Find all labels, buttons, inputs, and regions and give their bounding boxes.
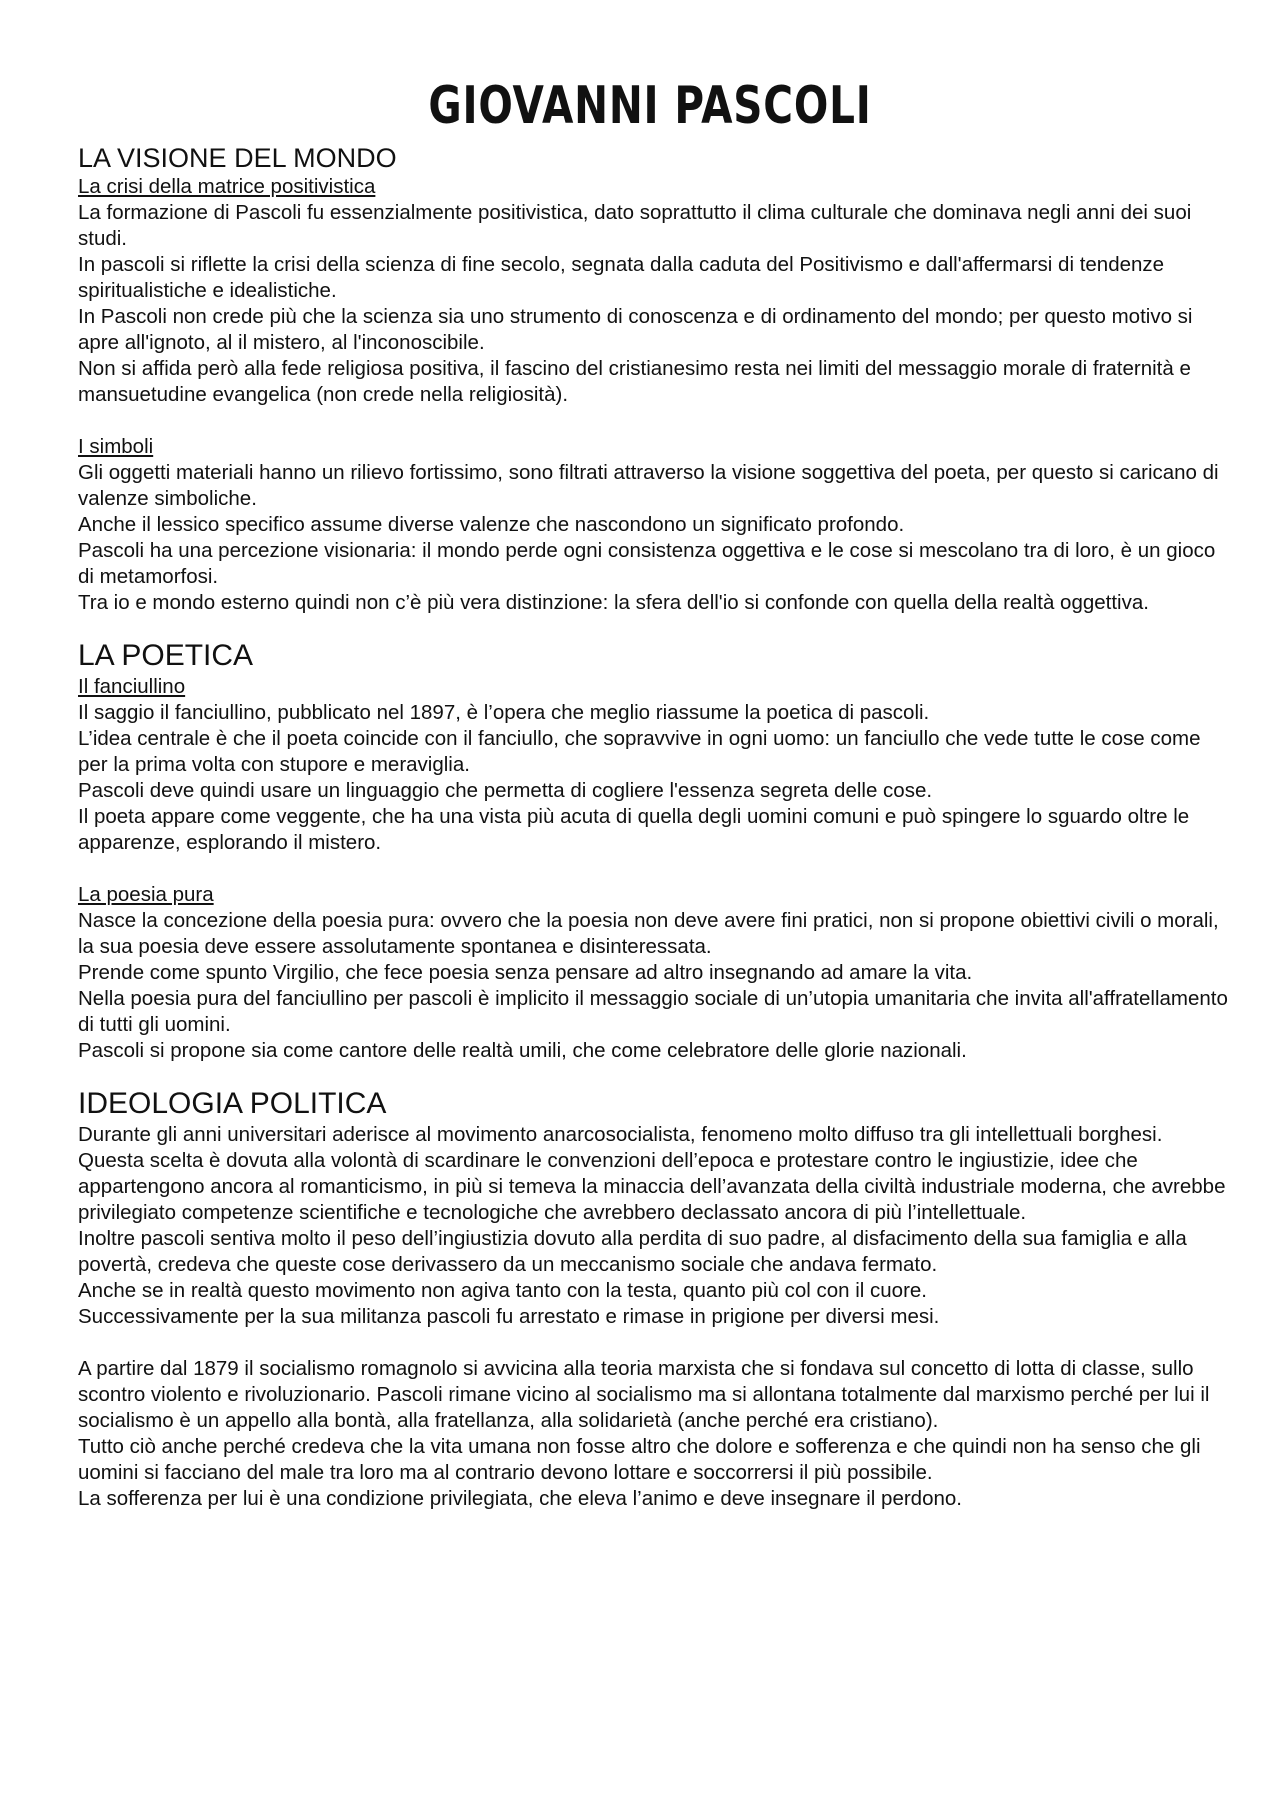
subheading-poesia-pura: La poesia pura [78,883,214,906]
paragraph: Nasce la concezione della poesia pura: ovvero che la poesia non deve avere fini pratici, non si propone obiettivi civili o morali, la sua poesia deve essere assolutamente spontanea e disinteressata. [78,909,1219,958]
paragraph: Il poeta appare come veggente, che ha una vista più acuta di quella degli uomini comuni e può spingere lo sguardo oltre le apparenze, esplorando il mistero. [78,805,1190,854]
paragraph: La sofferenza per lui è una condizione privilegiata, che eleva l’animo e deve insegnare il perdono. [78,1487,962,1510]
subheading-simboli: I simboli [78,435,154,458]
paragraph: In Pascoli non crede più che la scienza sia uno strumento di conoscenza e di ordinamento del mondo; per questo motivo si apre all'ignoto, al il mistero, al l'inconoscibile. [78,305,1193,354]
paragraph: Tutto ciò anche perché credeva che la vita umana non fosse altro che dolore e sofferenza e che quindi non ha senso che gli uomini si facciano del male tra loro ma al contrario devono lottare e soccorrersi il più possibile. [78,1435,1201,1484]
subheading-crisi: La crisi della matrice positivistica [78,175,376,198]
paragraph: Successivamente per la sua militanza pascoli fu arrestato e rimase in prigione per diversi mesi. [78,1305,940,1328]
paragraph: Il saggio il fanciullino, pubblicato nel 1897, è l’opera che meglio riassume la poetica di pascoli. [78,701,930,724]
paragraph: Pascoli deve quindi usare un linguaggio che permetta di cogliere l'essenza segreta delle cose. [78,779,933,802]
subheading-fanciullino: Il fanciullino [78,675,186,698]
spacer [78,1064,1228,1086]
paragraph: In pascoli si riflette la crisi della scienza di fine secolo, segnata dalla caduta del Positivismo e dall'affermarsi di tendenze spiritualistiche e idealistiche. [78,253,1165,302]
paragraph: Questa scelta è dovuta alla volontà di scardinare le convenzioni dell’epoca e protestare contro le ingiustizie, idee che appartengono ancora al romanticismo, in più si temeva la minaccia dell’avanzata della civiltà industriale moderna, che avrebbe privilegiato competenze scientifiche e tecnologiche che avrebbero declassato ancora di più l’intellettuale. [78,1149,1226,1224]
paragraph: Anche il lessico specifico assume diverse valenze che nascondono un significato profondo. [78,513,905,536]
paragraph: Tra io e mondo esterno quindi non c’è più vera distinzione: la sfera dell'io si confonde con quella della realtà oggettiva. [78,591,1149,614]
paragraph: Prende come spunto Virgilio, che fece poesia senza pensare ad altro insegnando ad amare la vita. [78,961,973,984]
paragraph: Durante gli anni universitari aderisce al movimento anarcosocialista, fenomeno molto diffuso tra gli intellettuali borghesi. [78,1123,1163,1146]
spacer [78,616,1228,638]
spacer [78,408,1228,434]
paragraph: La formazione di Pascoli fu essenzialmente positivistica, dato soprattutto il clima culturale che dominava negli anni dei suoi studi. [78,201,1192,250]
paragraph: Inoltre pascoli sentiva molto il peso dell’ingiustizia dovuto alla perdita di suo padre, al disfacimento della sua famiglia e alla povertà, credeva che queste cose derivassero da un meccanismo sociale che andava fermato. [78,1227,1187,1276]
spacer [78,1330,1228,1356]
paragraph: Nella poesia pura del fanciullino per pascoli è implicito il messaggio sociale di un’utopia umanitaria che invita all'affratellamento di tutti gli uomini. [78,987,1228,1036]
document-body [78,142,1228,1512]
paragraph: Pascoli ha una percezione visionaria: il mondo perde ogni consistenza oggettiva e le cose si mescolano tra di loro, è un gioco di metamorfosi. [78,539,1216,588]
paragraph: Anche se in realtà questo movimento non agiva tanto con la testa, quanto più col con il cuore. [78,1279,927,1302]
section-heading-visione: LA VISIONE DEL MONDO [78,143,397,173]
paragraph: L’idea centrale è che il poeta coincide con il fanciullo, che sopravvive in ogni uomo: un fanciullo che vede tutte le cose come per la prima volta con stupore e meraviglia. [78,727,1201,776]
paragraph: A partire dal 1879 il socialismo romagnolo si avvicina alla teoria marxista che si fondava sul concetto di lotta di classe, sullo scontro violento e rivoluzionario. Pascoli rimane vicino al socialismo ma si allontana totalmente dal marxismo perché per lui il socialismo è un appello alla bontà, alla fratellanza, alla solidarietà (anche perché era cristiano). [78,1357,1210,1432]
section-heading-poetica: LA POETICA [78,639,254,672]
spacer [78,856,1228,882]
paragraph: Gli oggetti materiali hanno un rilievo fortissimo, sono filtrati attraverso la visione soggettiva del poeta, per questo si caricano di valenze simboliche. [78,461,1219,510]
section-heading-ideologia: IDEOLOGIA POLITICA [78,1087,387,1120]
page-title: GIOVANNI PASCOLI [428,76,872,136]
paragraph: Non si affida però alla fede religiosa positiva, il fascino del cristianesimo resta nei limiti del messaggio morale di fraternità e mansuetudine evangelica (non crede nella religiosità). [78,357,1191,406]
paragraph: Pascoli si propone sia come cantore delle realtà umili, che come celebratore delle glorie nazionali. [78,1039,967,1062]
